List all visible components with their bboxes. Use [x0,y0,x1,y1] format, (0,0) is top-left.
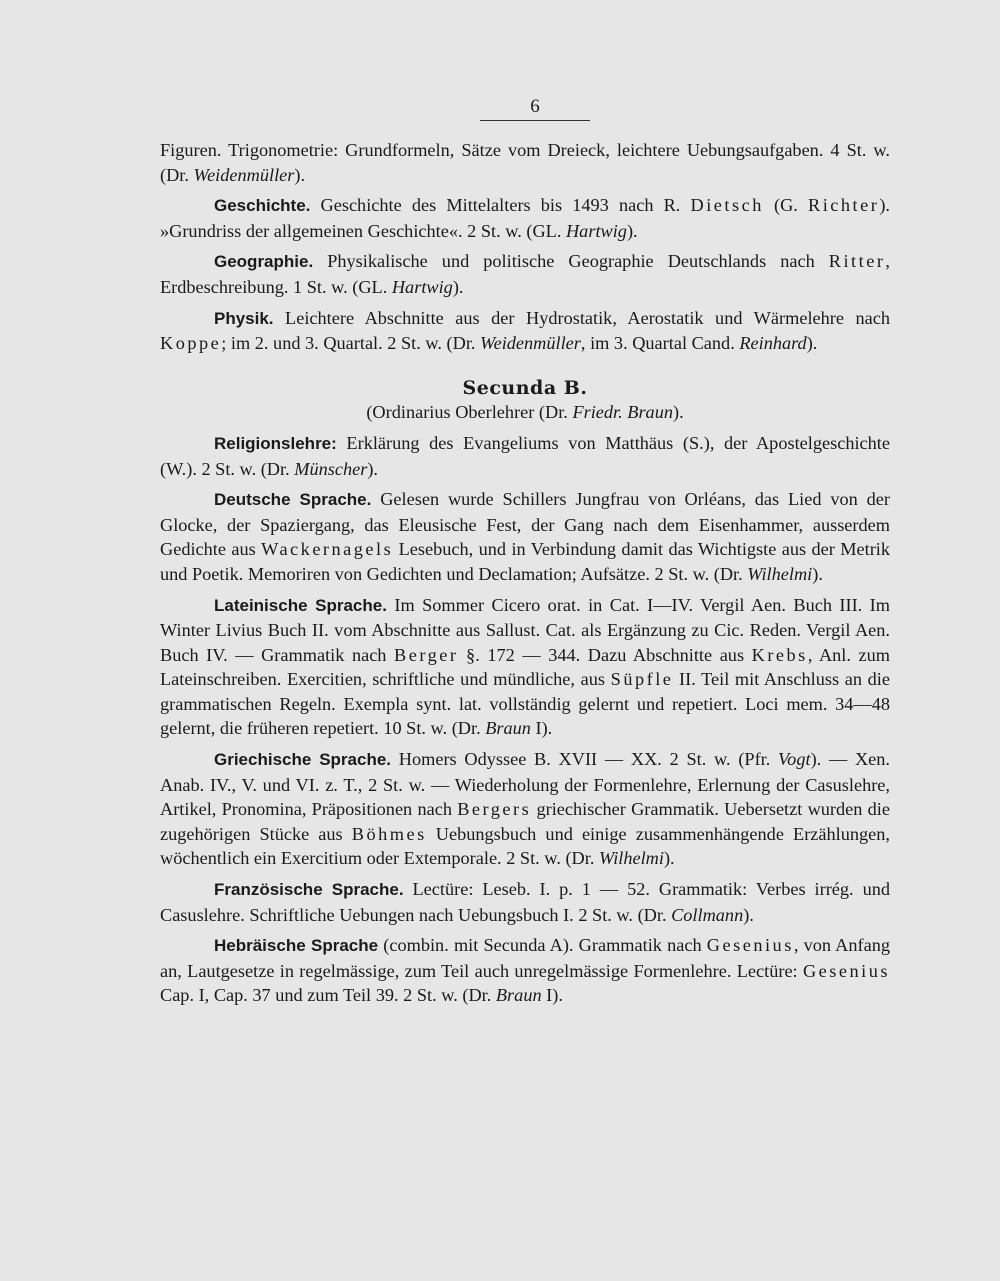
text: Gelesen wurde Schillers Jungfrau von Orléans, das Lied von der Glocke, der Spaziergang, das Eleusische Fest, der Gang nach dem Eisenhammer, ausserdem Gedichte aus [160,489,891,560]
author-name: Koppe [160,333,222,354]
text: Geschichte des Mittelalters bis 1493 nach R. [310,195,691,216]
text: ). [806,333,818,354]
text: Lectüre: Leseb. I. p. 1 — 52. Grammatik: Verbes irrég. und Casuslehre. Schriftliche Uebungen nach Uebungsbuch I. 2 St. w. (Dr. [160,879,890,925]
paragraph-religionslehre [160,431,890,481]
teacher-name: Braun [495,985,542,1006]
author-name: Gesenius [802,960,890,981]
paragraph-franzoesisch [160,877,890,927]
author-name: Wackernagels [261,539,394,560]
teacher-name: Vogt [778,749,811,770]
teacher-name: Friedr. Braun [572,402,673,423]
teacher-name: Reinhard [739,333,807,354]
text: ). [743,904,754,925]
teacher-name: Münscher [294,458,368,479]
text: I). [541,985,563,1006]
paragraph-physik [160,306,890,356]
text: ). [812,563,823,584]
author-name: Böhmes [351,823,427,844]
author-name: Gesenius [706,935,794,956]
text: I). [530,718,553,739]
text: ). [672,402,684,423]
text: ). [452,276,464,297]
subject-heading: Griechische Sprache. [214,750,392,770]
text: Figuren. Trigonometrie: Grundformeln, Sätze vom Dreieck, leichtere Uebungsaufgaben. 4 St. w. (Dr. [160,140,890,185]
teacher-name: Braun [485,718,531,739]
text: Leichtere Abschnitte aus der Hydrostatik, Aerostatik und Wärmelehre nach [273,307,890,328]
text: ). — Xen. Anab. IV., V. und VI. z. T., 2 St. w. — Wiederholung der Formenlehre, Erlernung der Casuslehre, Artikel, Pronomina, Präpositionen nach [160,749,890,820]
paragraph-geographie [160,249,890,299]
subject-heading: Geschichte. [214,196,311,216]
author-name: Berger [394,644,459,665]
teacher-name: Weidenmüller [480,333,581,354]
subject-heading: Religionslehre: [214,433,337,453]
author-name: Süpfle [610,669,674,690]
section-subtitle [160,400,890,425]
subject-heading: Geographie. [214,252,314,272]
subject-heading: Französische Sprache. [214,880,404,900]
text: , im 3. Quartal Cand. [580,333,740,354]
author-name: Ritter [828,251,886,272]
text: ). [294,164,306,185]
paragraph-griechisch [160,747,890,871]
author-name: Krebs [751,644,808,665]
text: griechischer Grammatik. Uebersetzt wurden die zugehörigen Stücke aus [160,799,890,844]
text: , Erdbeschreibung. 1 St. w. (GL. [160,251,890,297]
subject-heading: Physik. [214,308,274,328]
text: Im Sommer Cicero orat. in Cat. I—IV. Vergil Aen. Buch III. Im Winter Livius Buch II. vom Abschnitte aus Sallust. Cat. als Ergänzung zu Cic. Reden. Vergil Aen. Buch IV. — Grammatik nach [160,594,890,665]
text: Homers Odyssee B. XVII — XX. 2 St. w. (Pfr. [391,749,779,770]
text: ). [663,848,675,869]
text: (combin. mit Secunda A). Grammatik nach [378,935,707,956]
teacher-name: Weidenmüller [193,164,295,185]
text: ; im 2. und 3. Quartal. 2 St. w. (Dr. [221,333,481,354]
teacher-name: Collmann [671,904,744,925]
text: ). [367,458,379,479]
subject-heading: Deutsche Sprache. [214,490,372,510]
text: ). »Grundriss der allgemeinen Geschichte«. 2 St. w. (GL. [160,195,890,241]
text: ). [626,220,638,241]
text: Lesebuch, und in Verbindung damit das Wichtigste aus der Metrik und Poetik. Memoriren von Gedichten und Declamation; Aufsätze. 2 St. w. (Dr. [160,539,891,584]
text: Physikalische und politische Geographie Deutschlands nach [313,251,829,272]
text: (Ordinarius Oberlehrer (Dr. [366,402,573,423]
paragraph-geschichte [160,193,890,243]
section-title: Secunda B. [462,376,588,399]
paragraph-mathematik-cont [160,138,890,187]
teacher-name: Hartwig [391,276,453,297]
text: (G. [763,195,808,216]
page-body [160,138,890,1014]
page-number: 6 [480,96,590,121]
teacher-name: Wilhelmi [598,848,664,869]
text: Erklärung des Evangeliums von Matthäus (S.), der Apostelgeschichte (W.). 2 St. w. (Dr. [160,432,890,479]
paragraph-deutsch [160,487,890,586]
author-name: Bergers [457,799,532,820]
text: Uebungsbuch und einige zusammenhängende Erzählungen, wöchentlich ein Exercitium oder Extemporale. 2 St. w. (Dr. [160,823,890,869]
text: , von Anfang an, Lautgesetze in regelmässige, zum Teil auch unregelmässige Formenlehre. Lectüre: [160,935,891,981]
subject-heading: Hebräische Sprache [214,936,379,956]
text: , Anl. zum Lateinschreiben. Exercitien, schriftliche und mündliche, aus [160,644,890,690]
subject-heading: Lateinische Sprache. [214,595,387,615]
author-name: Richter [808,195,880,216]
text: §. 172 — 344. Dazu Abschnitte aus [458,644,752,665]
teacher-name: Wilhelmi [747,563,813,584]
paragraph-hebraeisch [160,933,890,1008]
author-name: Dietsch [690,195,764,216]
text: II. Teil mit Anschluss an die grammatischen Regeln. Exempla synt. lat. vollständig gelernt und repetiert. Loci mem. 34—48 gelernt, die früheren repetiert. 10 St. w. (Dr. [160,669,890,739]
teacher-name: Hartwig [565,220,627,241]
text: Cap. I, Cap. 37 und zum Teil 39. 2 St. w. (Dr. [160,985,496,1006]
paragraph-latein [160,593,890,742]
